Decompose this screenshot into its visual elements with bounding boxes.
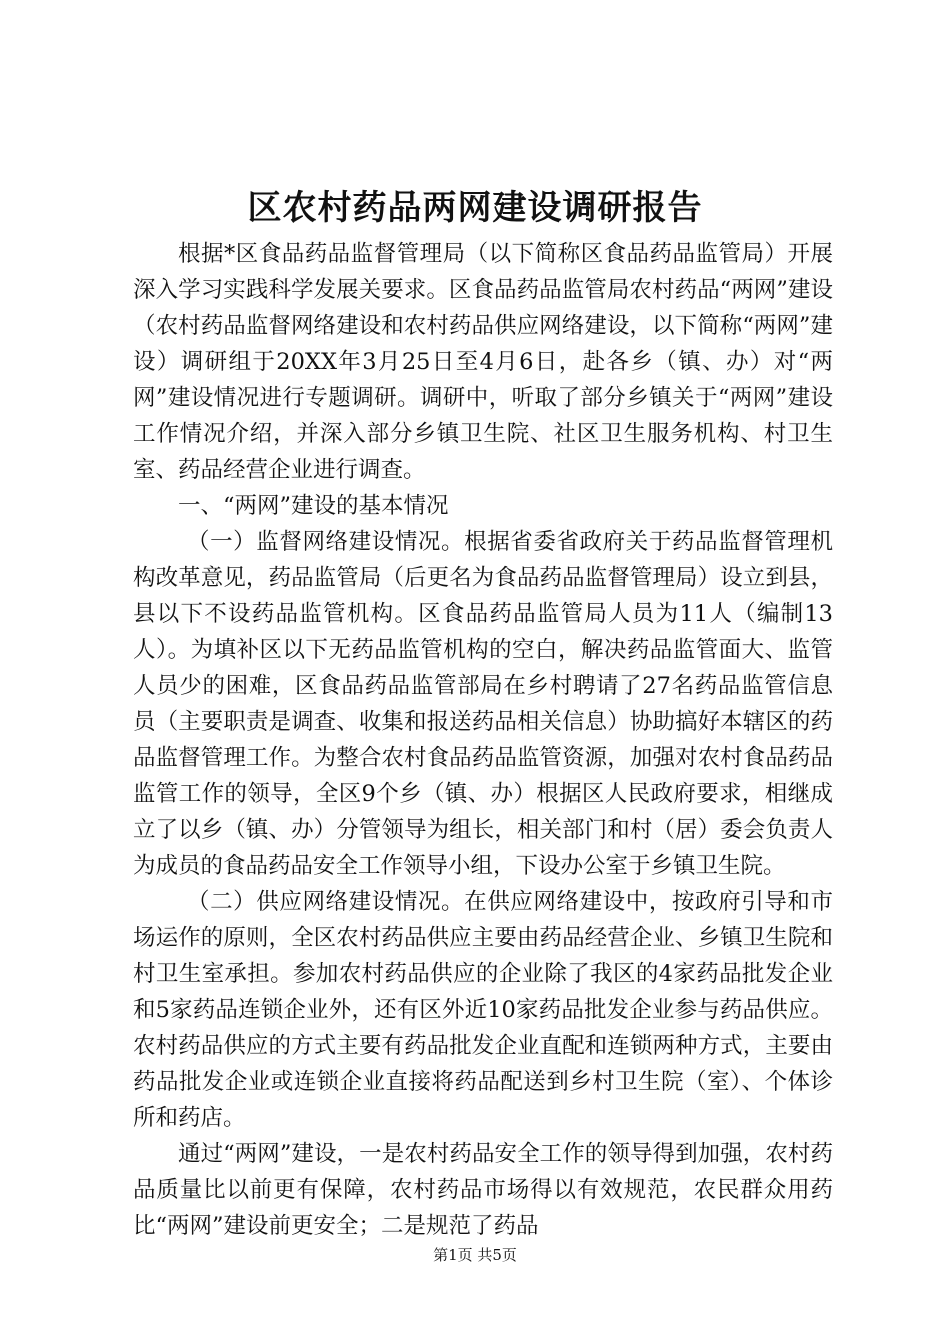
paragraph-supply-network: （二）供应网络建设情况。在供应网络建设中，按政府引导和市场运作的原则，全区农村药品供应主要由药品经营企业、乡镇卫生院和村卫生室承担。参加农村药品供应的企业除了我区的4家药品批发企业和5家药品连锁企业外，还有区外近10家药品批发企业参与药品供应。农村药品供应的方式主要有药品批发企业直配和连锁两种方式，主要由药品批发企业或连锁企业直接将药品配送到乡村卫生院（室）、个体诊所和药店。 — [133, 889, 833, 1131]
document-title: 区农村药品两网建设调研报告 — [247, 188, 703, 228]
section-heading-basic-situation: 一、“两网”建设的基本情况 — [178, 493, 449, 519]
paragraph-results: 通过“两网”建设，一是农村药品安全工作的领导得到加强，农村药品质量比以前更有保障，农村药品市场得以有效规范，农民群众用药比“两网”建设前更安全；二是规范了药品 — [133, 1141, 833, 1239]
document-body — [133, 236, 833, 1244]
paragraph-supervision-network: （一）监督网络建设情况。根据省委省政府关于药品监督管理机构改革意见，药品监管局（后更名为食品药品监督管理局）设立到县，县以下不设药品监管机构。区食品药品监管局人员为11人（编制13人）。为填补区以下无药品监管机构的空白，解决药品监管面大、监管人员少的困难，区食品药品监管部局在乡村聘请了27名药品监管信息员（主要职责是调查、收集和报送药品相关信息）协助搞好本辖区的药品监督管理工作。为整合农村食品药品监管资源，加强对农村食品药品监管工作的领导，全区9个乡（镇、办）根据区人民政府要求，相继成立了以乡（镇、办）分管领导为组长，相关部门和村（居）委会负责人为成员的食品药品安全工作领导小组，下设办公室于乡镇卫生院。 — [133, 529, 833, 879]
paragraph-intro: 根据*区食品药品监督管理局（以下简称区食品药品监管局）开展深入学习实践科学发展关要求。区食品药品监管局农村药品“两网”建设（农村药品监督网络建设和农村药品供应网络建设，以下简称“两网”建设）调研组于20XX年3月25日至4月6日，赴各乡（镇、办）对“两网”建设情况进行专题调研。调研中，听取了部分乡镇关于“两网”建设工作情况介绍，并深入部分乡镇卫生院、社区卫生服务机构、村卫生室、药品经营企业进行调查。 — [133, 241, 833, 483]
page-number-footer: 第1页 共5页 — [433, 1246, 517, 1264]
